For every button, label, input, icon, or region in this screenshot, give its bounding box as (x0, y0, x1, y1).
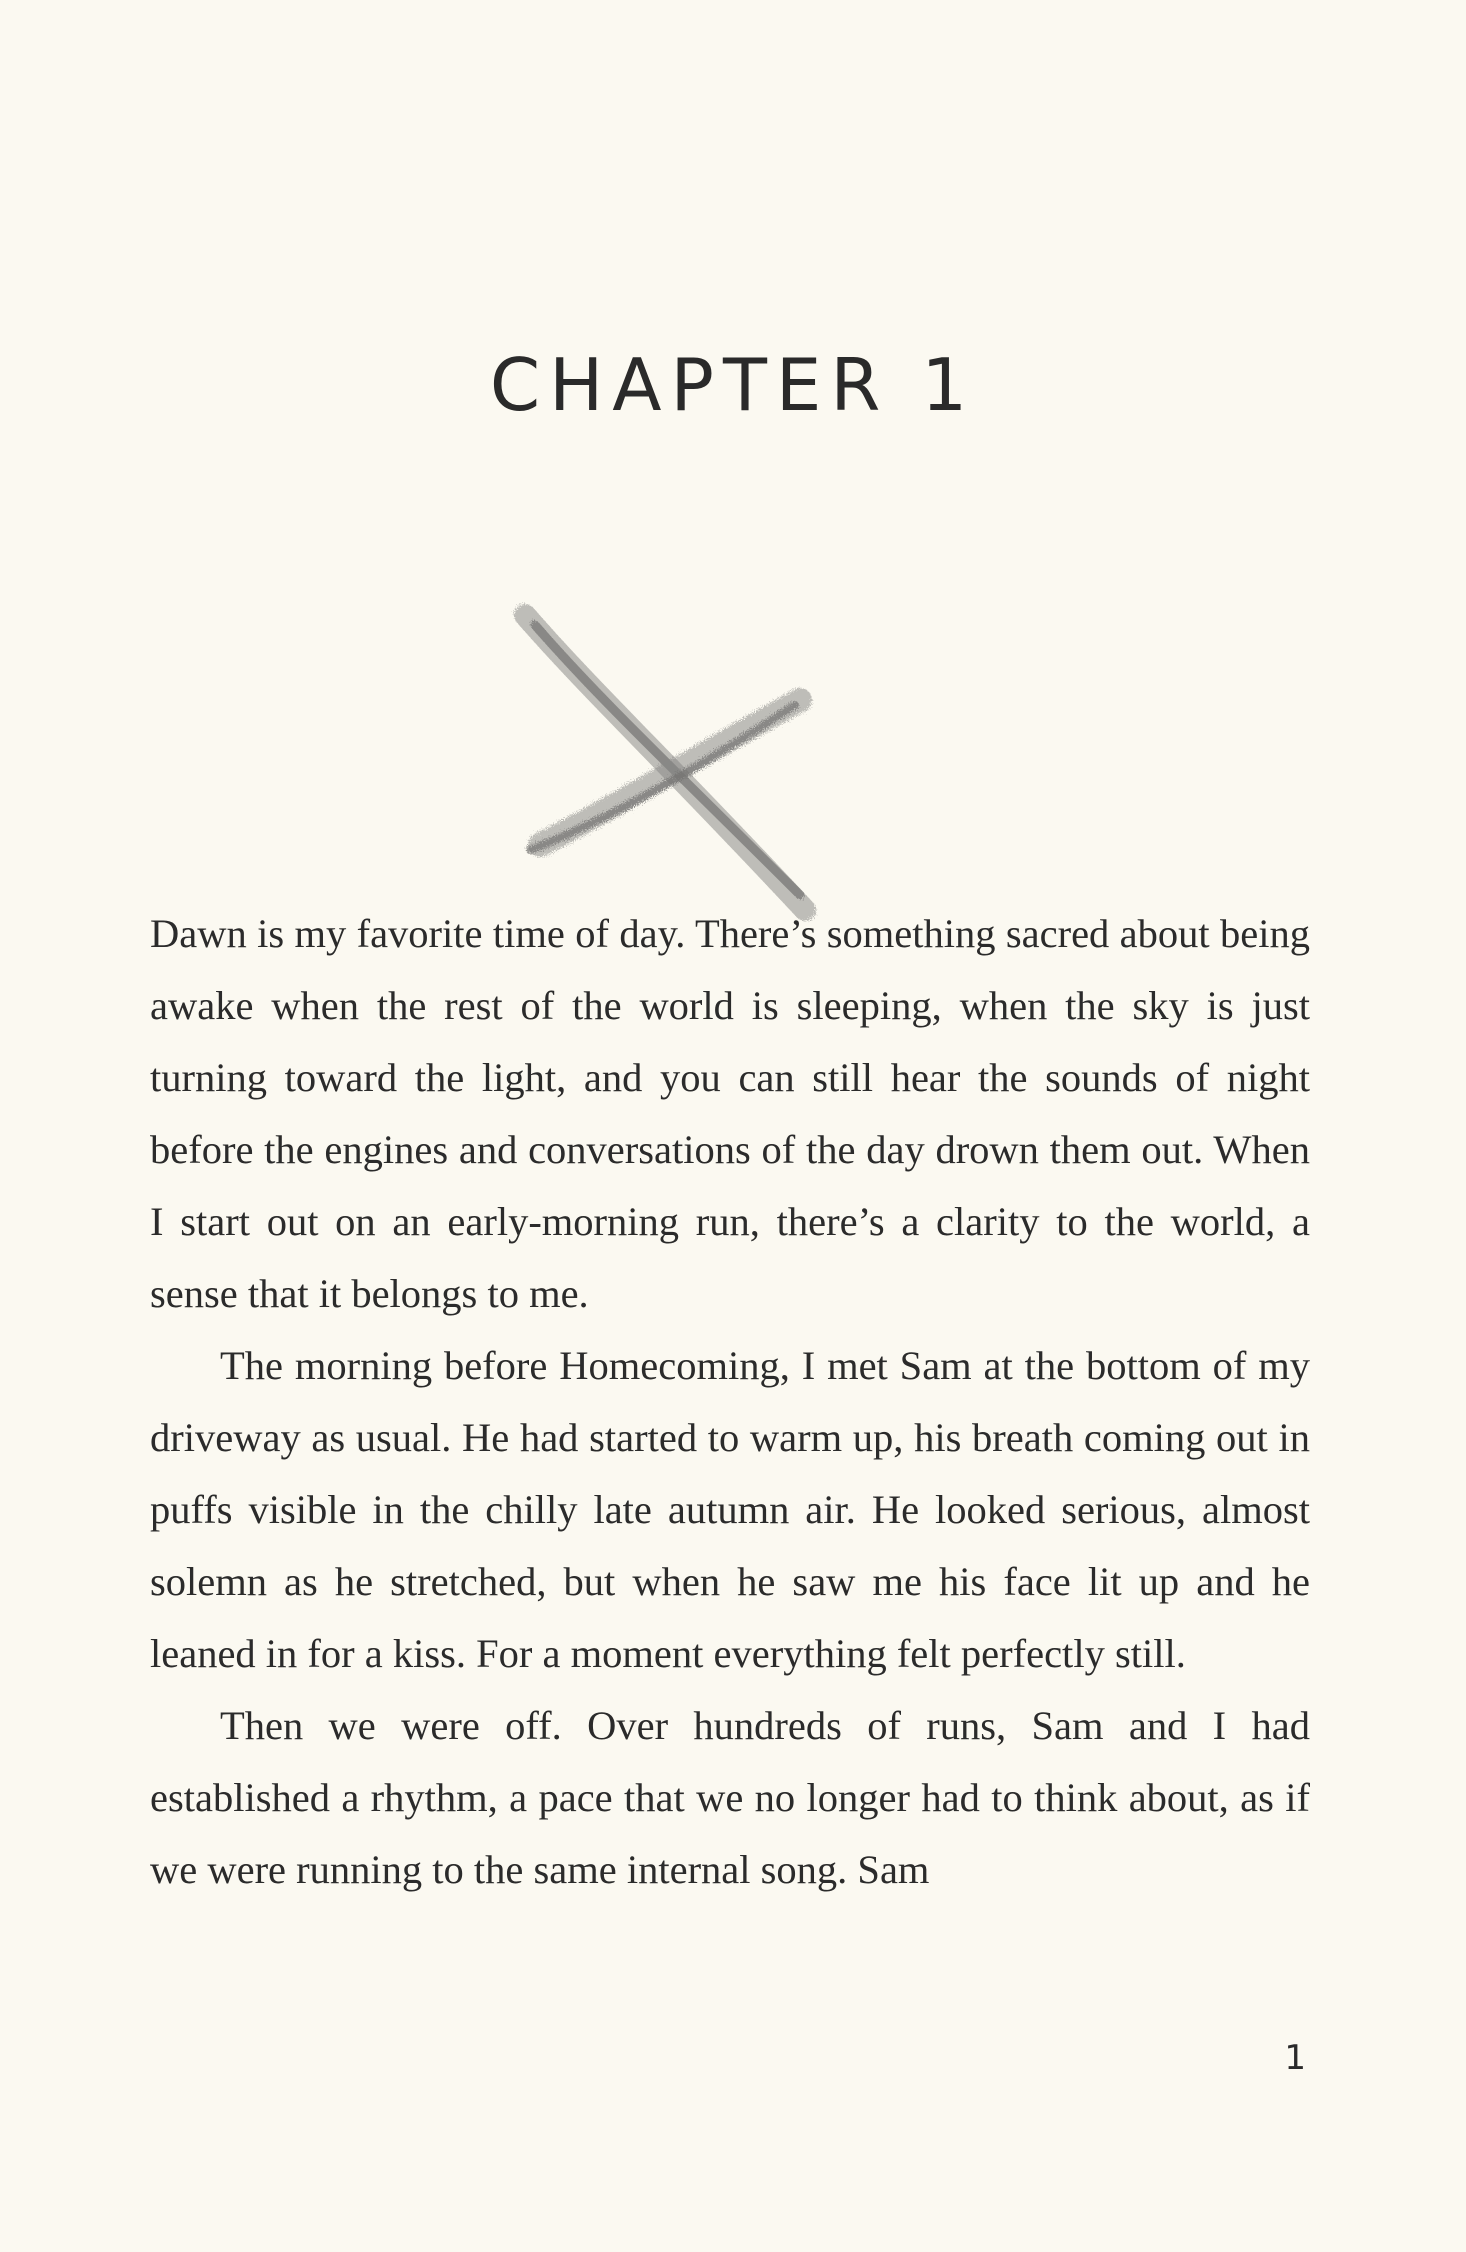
chapter-heading (0, 340, 1466, 430)
paragraph: Dawn is my favorite time of day. There’s something sacred about being awake when the rest of the world is sleeping, when the sky is just turning toward the light, and you can still hear the sounds of night before the engines and conversations of the day drown them out. When I start out on an early-morning run, there’s a clarity to the world, a sense that it belongs to me. (150, 911, 1310, 1316)
hand-drawn-x-icon (500, 595, 840, 935)
paragraph: The morning before Homecoming, I met Sam at the bottom of my driveway as usual. He had started to warm up, his breath coming out in puffs visible in the chilly late autumn air. He looked serious, almost solemn as he stretched, but when he saw me his face lit up and he leaned in for a kiss. For a moment everything felt perfectly still. (150, 1343, 1310, 1676)
page-number: 1 (1284, 2038, 1306, 2078)
chapter-title: CHAPTER 1 (489, 343, 977, 427)
paragraph: Then we were off. Over hundreds of runs, Sam and I had established a rhythm, a pace that we no longer had to think about, as if we were running to the same internal song. Sam (150, 1703, 1310, 1892)
chapter-body (150, 898, 1310, 1906)
